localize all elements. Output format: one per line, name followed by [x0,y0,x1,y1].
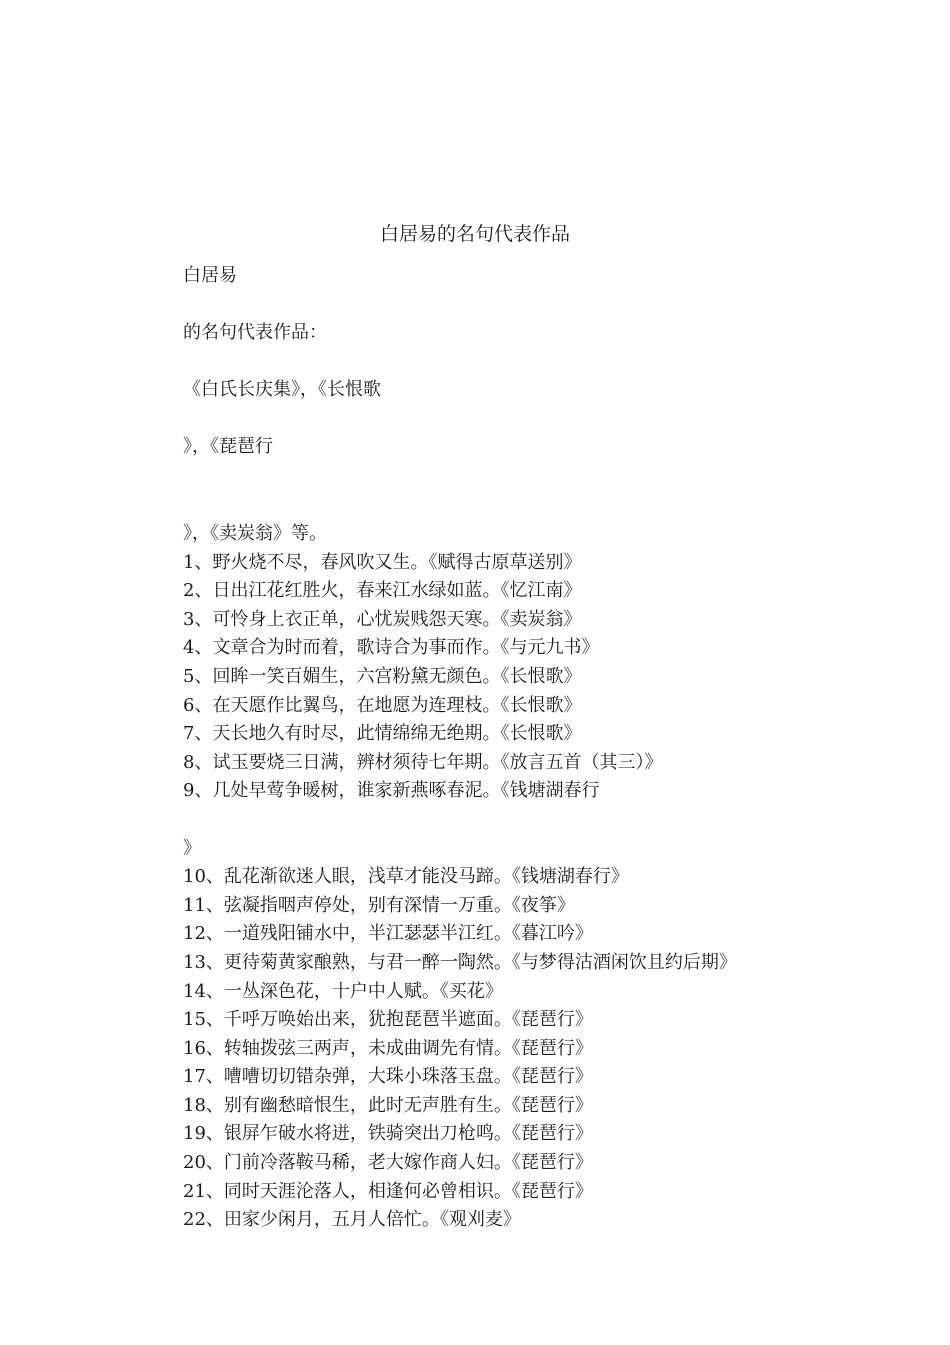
intro-line-works-2: 》，《琵琶行 [183,436,273,457]
list-item: 13、更待菊黄家酿熟，与君一醉一陶然。《与梦得沽酒闲饮且约后期》 [183,951,737,973]
intro-line-heading: 的名句代表作品： [183,322,327,343]
list-item: 3、可怜身上衣正单，心忧炭贱怨天寒。《卖炭翁》 [183,608,582,630]
intro-block [183,262,863,490]
list-item: 11、弦凝指咽声停处，别有深情一万重。《夜筝》 [183,894,575,916]
list-item: 7、天长地久有时尽，此情绵绵无绝期。《长恨歌》 [183,723,582,745]
document-title: 白居易的名句代表作品 [379,223,570,245]
list-item: 21、同时天涯沦落人，相逢何必曾相识。《琵琶行》 [183,1180,593,1202]
intro-line-author: 白居易 [183,265,237,286]
list-item: 8、试玉要烧三日满，辨材须待七年期。《放言五首（其三）》 [183,751,663,773]
list-item: 6、在天愿作比翼鸟，在地愿为连理枝。《长恨歌》 [183,694,582,716]
list-item: 20、门前冷落鞍马稀，老大嫁作商人妇。《琵琶行》 [183,1152,593,1174]
list-item: 15、千呼万唤始出来，犹抱琵琶半遮面。《琵琶行》 [183,1009,593,1031]
list-item: 5、回眸一笑百媚生，六宫粉黛无颜色。《长恨歌》 [183,665,582,687]
list-item: 10、乱花渐欲迷人眼，浅草才能没马蹄。《钱塘湖春行》 [183,866,629,888]
list-item: 2、日出江花红胜火，春来江水绿如蓝。《忆江南》 [183,580,582,602]
list-item: 17、嘈嘈切切错杂弹，大珠小珠落玉盘。《琵琶行》 [183,1066,593,1088]
list-item: 12、一道残阳铺水中，半江瑟瑟半江红。《暮江吟》 [183,923,593,945]
intro-line-works-3: 》，《卖炭翁》等。 [183,523,327,544]
list-item: 4、文章合为时而着，歌诗合为事而作。《与元九书》 [183,637,600,659]
list-item: 18、别有幽愁暗恨生，此时无声胜有生。《琵琶行》 [183,1094,593,1116]
list-item: 16、转轴拨弦三两声，未成曲调先有情。《琵琶行》 [183,1037,593,1059]
list-item-continuation: 》 [183,837,201,859]
list-item: 9、几处早莺争暖树，谁家新燕啄春泥。《钱塘湖春行 [183,780,600,802]
list-item: 14、一丛深色花，十户中人赋。《买花》 [183,980,503,1002]
quote-list [183,520,883,1235]
list-item: 1、野火烧不尽，春风吹又生。《赋得古原草送别》 [183,551,582,573]
list-item: 19、银屏乍破水将迸，铁骑突出刀枪鸣。《琵琶行》 [183,1123,593,1145]
list-item: 22、田家少闲月，五月人倍忙。《观刈麦》 [183,1209,521,1231]
intro-line-works-1: 《白氏长庆集》，《长恨歌 [183,379,381,400]
